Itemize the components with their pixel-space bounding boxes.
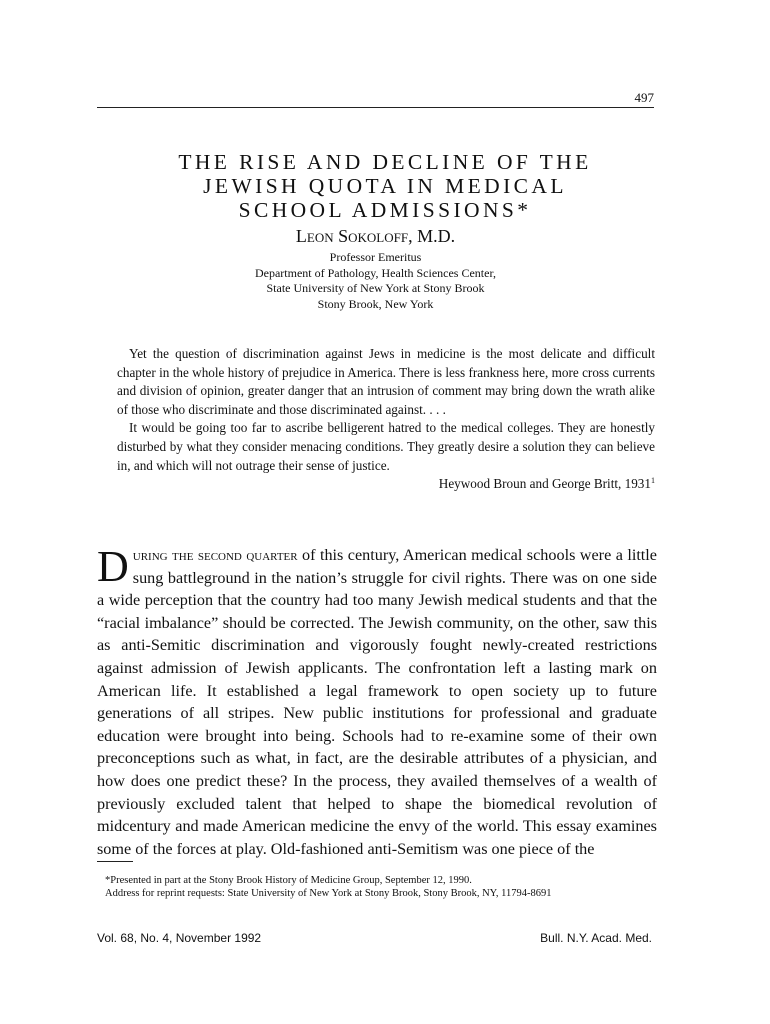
drop-cap: D	[97, 542, 129, 591]
footnote-rule	[97, 861, 133, 862]
affiliation-line: State University of New York at Stony Brook	[266, 281, 485, 295]
epigraph	[117, 345, 655, 494]
page-number: 497	[634, 90, 654, 105]
footnote: Address for reprint requests: State University of New York at Stony Brook, Stony Brook, NY, 11794-8691	[105, 888, 552, 899]
epigraph-attribution	[117, 475, 655, 494]
body-text	[97, 544, 657, 860]
footer-journal: Bull. N.Y. Acad. Med.	[540, 931, 652, 945]
attribution-text: Heywood Broun and George Britt, 1931	[438, 476, 651, 492]
footnote: *Presented in part at the Stony Brook History of Medicine Group, September 12, 1990.	[105, 875, 472, 886]
body-paragraph-text: of this century, American medical schools were a little sung battleground in the nation’s struggle for civil rights. There was on one side a wide perception that the country had too many Jewish medical students and that the “racial imbalance” should be corrected. The Jewish community, on the other, saw this as anti-Semitic discrimination and vigorously fought newly-created restrictions against admission of Jewish applicants. The confrontation left a lasting mark on American life. It established a legal framework to open society up to future generations of all stripes. New public institutions for professional and graduate education were brought into being. Schools had to re-examine some of their own preconceptions such as what, in fact, are the desirable attributes of a physician, and how does one predict these? In the process, they availed themselves of a wealth of previously excluded talent that helped to shape the biomedical revolution of midcentury and made American medicine the envy of the world. This essay examines some of the forces at play. Old-fashioned anti-Semitism was one piece of the	[97, 546, 657, 858]
title-line: SCHOOL ADMISSIONS*	[238, 198, 532, 222]
affiliation-line: Professor Emeritus	[329, 250, 422, 264]
affiliation-line: Stony Brook, New York	[317, 296, 434, 311]
title-line: THE RISE AND DECLINE OF THE	[178, 150, 592, 174]
affiliation-line: Department of Pathology, Health Sciences Center,	[254, 265, 496, 280]
header-rule	[97, 107, 654, 108]
footer-volume: Vol. 68, No. 4, November 1992	[97, 931, 262, 945]
epigraph-paragraph: Yet the question of discrimination against Jews in medicine is the most delicate and difficult chapter in the whole history of prejudice in America. There is less frankness here, more cross currents and division of opinion, greater danger that an intrusion of comment may bring down the wrath alike of those who discriminate and those discriminated against. . . .	[117, 346, 655, 417]
body-paragraph	[97, 544, 657, 860]
epigraph-paragraph: It would be going too far to ascribe belligerent hatred to the medical colleges. They are honestly disturbed by what they consider menacing conditions. They greatly desire a solution they can believe in, and which will not outrage their sense of justice.	[117, 420, 655, 473]
title-line: JEWISH QUOTA IN MEDICAL	[203, 174, 567, 198]
article-title	[90, 150, 680, 222]
footnote-marker: 1	[651, 476, 655, 486]
author-affiliation	[97, 250, 654, 312]
footnotes	[105, 874, 665, 900]
author-name: Leon Sokoloff, M.D.	[295, 226, 456, 246]
opening-smallcaps: uring the second quarter	[132, 546, 298, 564]
